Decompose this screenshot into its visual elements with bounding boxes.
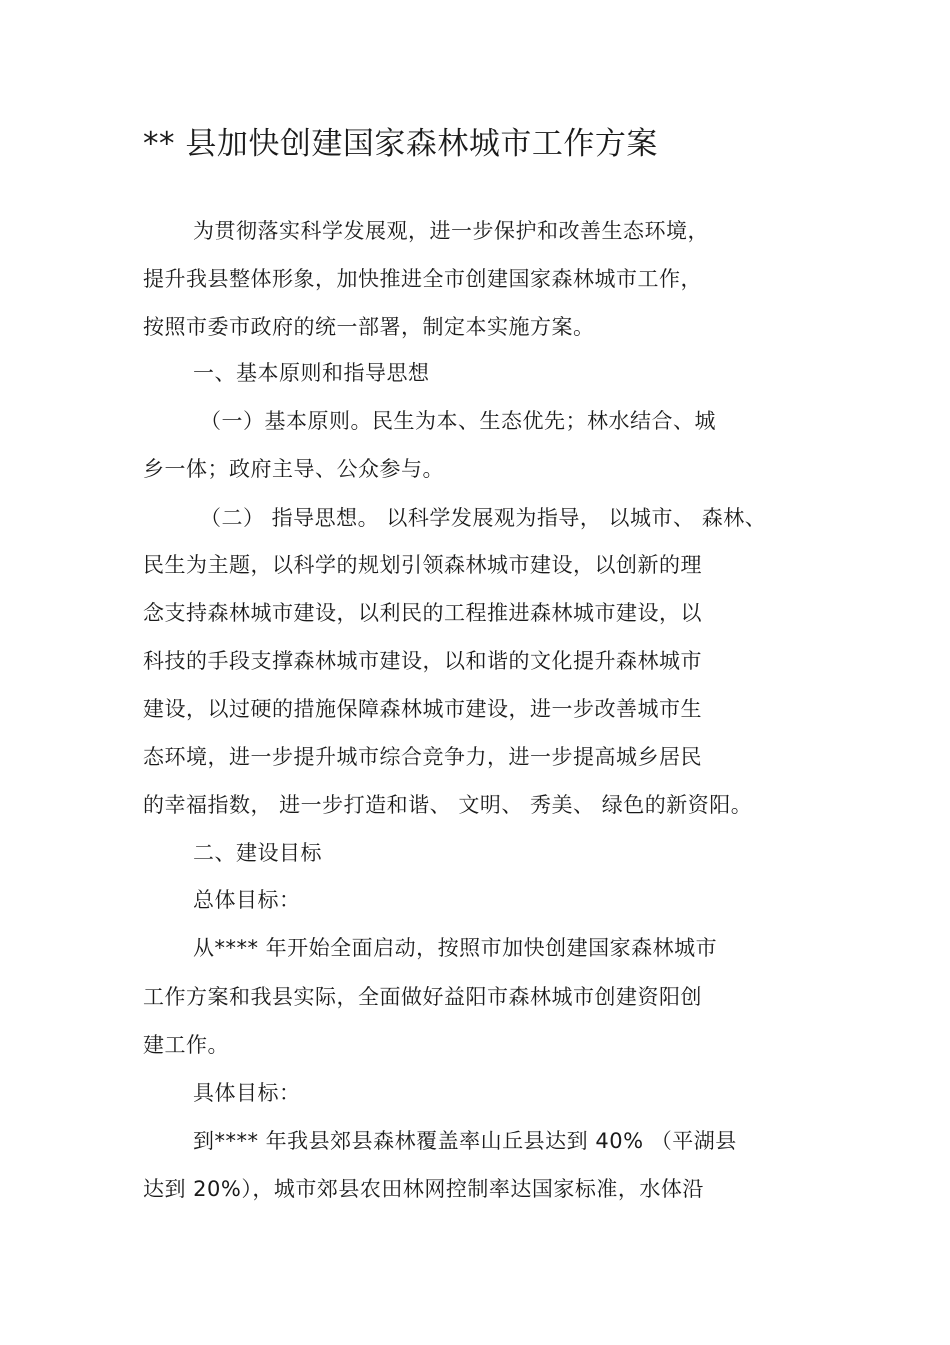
section-heading: 二、建设目标 [193, 841, 322, 865]
section-heading: 一、基本原则和指导思想 [193, 361, 430, 385]
document-title: ** 县加快创建国家森林城市工作方案 [143, 126, 658, 162]
paragraph-line: 按照市委市政府的统一部署，制定本实施方案。 [143, 315, 595, 339]
paragraph-line: 念支持森林城市建设，以利民的工程推进森林城市建设，以 [143, 601, 702, 625]
subheading: 总体目标： [193, 888, 301, 912]
paragraph-line: 提升我县整体形象，加快推进全市创建国家森林城市工作， [143, 267, 702, 291]
paragraph-line: 科技的手段支撑森林城市建设，以和谐的文化提升森林城市 [143, 649, 702, 673]
paragraph-line: 为贯彻落实科学发展观，进一步保护和改善生态环境， [193, 219, 709, 243]
paragraph-line: 乡一体；政府主导、公众参与。 [143, 457, 444, 481]
paragraph-line: 民生为主题，以科学的规划引领森林城市建设，以创新的理 [143, 553, 702, 577]
paragraph-line: 建设，以过硬的措施保障森林城市建设，进一步改善城市生 [143, 697, 702, 721]
paragraph-line: 到**** 年我县郊县森林覆盖率山丘县达到 40% （平湖县 [193, 1129, 737, 1153]
subheading: 具体目标： [193, 1081, 301, 1105]
paragraph-line: 建工作。 [143, 1033, 229, 1057]
paragraph-line: 从**** 年开始全面启动，按照市加快创建国家森林城市 [193, 936, 718, 960]
paragraph-line: 的幸福指数， 进一步打造和谐、 文明、 秀美、 绿色的新资阳。 [143, 793, 753, 817]
paragraph-line: （二） 指导思想。 以科学发展观为指导， 以城市、 森林、 [200, 506, 767, 530]
paragraph-line: （一）基本原则。民生为本、生态优先；林水结合、城 [200, 409, 716, 433]
paragraph-line: 态环境，进一步提升城市综合竞争力，进一步提高城乡居民 [143, 745, 702, 769]
paragraph-line: 工作方案和我县实际，全面做好益阳市森林城市创建资阳创 [143, 985, 702, 1009]
paragraph-line: 达到 20%），城市郊县农田林网控制率达国家标准，水体沿 [143, 1177, 704, 1201]
